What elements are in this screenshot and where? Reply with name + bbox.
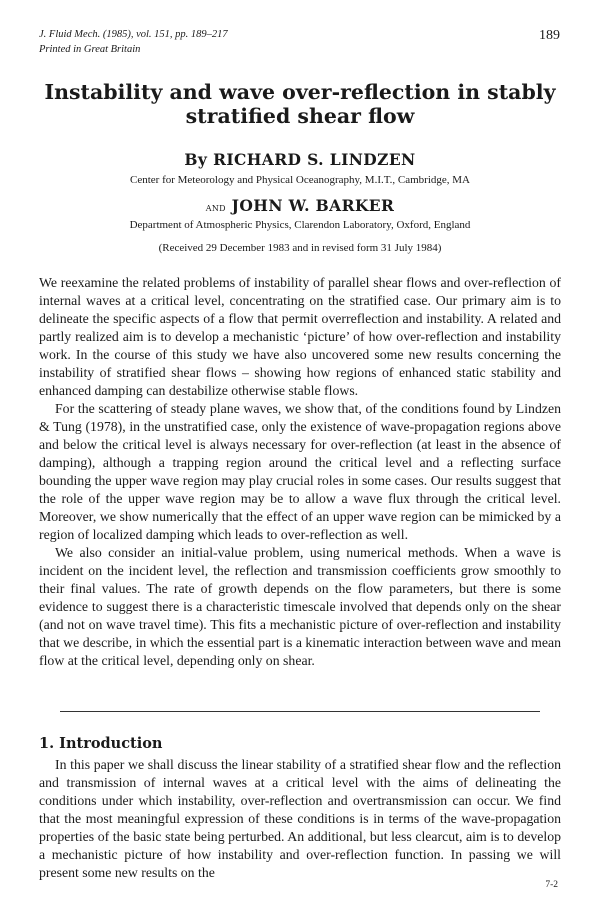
section-heading: 1. Introduction: [39, 735, 163, 752]
printed-in-line: Printed in Great Britain: [39, 44, 141, 55]
author-prefix: By: [184, 150, 208, 169]
introduction-text: In this paper we shall discuss the linear stability of a stratified shear flow and the reflection and transmission of internal waves at a critical level with the aims of delineating the conditions under which instability, over-reflection and overtransmission can occur. We find that the most meaningful expression of these conditions is in terms of the wave-propagation properties of the basic state being perturbed. An additional, but less clearcut, aim is to develop a mechanistic picture of how instability and over-reflection function. In passing we will present some new results on the: [39, 757, 561, 880]
section-divider: [60, 711, 540, 712]
running-header: [39, 27, 228, 57]
author-affiliation-2: Department of Atmospheric Physics, Clarendon Laboratory, Oxford, England: [129, 219, 471, 231]
page-number: 189: [539, 28, 560, 43]
signature-mark: 7-2: [545, 880, 558, 890]
author-line-2: [40, 196, 560, 215]
paper-title: Instability and wave over-reflection in stably stratified shear flow: [44, 80, 556, 128]
abstract-paragraph: We reexamine the related problems of instability of parallel shear flows and over-reflection of internal waves at a critical level, concentrating on the stratified case. Our primary aim is to delineate the specific aspects of a flow that permit overreflection and instability. A related and partly realized aim is to develop a mechanistic ‘picture’ of how over-reflection and instability work. In the course of this study we have also uncovered some new results concerning the instability of stratified shear flows – showing how regions of enhanced static stability and enhanced damping can destabilize otherwise stable flows.: [39, 275, 561, 398]
abstract-paragraph: We also consider an initial-value problem, using numerical methods. When a wave is incident on the incident level, the reflection and transmission coefficients grow smoothly to their final values. The rate of growth depends on the flow parameters, but there is some evidence to suggest there is a characteristic timescale involved that depends only on the shear (and not on wave travel time). This fits a mechanistic picture of over-reflection and instability that we describe, in which the essential part is a kinematic interaction between wave and mean flow at the critical level, depending only on shear.: [39, 545, 561, 668]
author-affiliation-1: Center for Meteorology and Physical Oceanography, M.I.T., Cambridge, MA: [130, 174, 470, 186]
journal-citation: J. Fluid Mech. (1985), vol. 151, pp. 189–217: [39, 29, 228, 40]
author-name: JOHN W. BARKER: [231, 196, 395, 215]
author-name: RICHARD S. LINDZEN: [213, 150, 416, 169]
received-dates: (Received 29 December 1983 and in revised form 31 July 1984): [158, 242, 442, 254]
abstract-paragraph: For the scattering of steady plane waves, we show that, of the conditions found by Lindzen & Tung (1978), in the unstratified case, only the existence of wave-propagation regions above and below the critical level is always necessary for over-reflection (at least in the absence of damping), although a trapping region around the critical level and a reflecting surface bounding the upper wave region may play crucial roles in some cases. Our results suggest that the role of the upper wave region may be to allow a wave flux through the critical level. Moreover, we show numerically that the effect of an upper wave region can be mimicked by a region of localized damping which leads to over-reflection as well.: [39, 401, 561, 542]
author-prefix: and: [205, 201, 226, 214]
abstract: [39, 274, 561, 670]
author-line-1: [40, 150, 560, 169]
